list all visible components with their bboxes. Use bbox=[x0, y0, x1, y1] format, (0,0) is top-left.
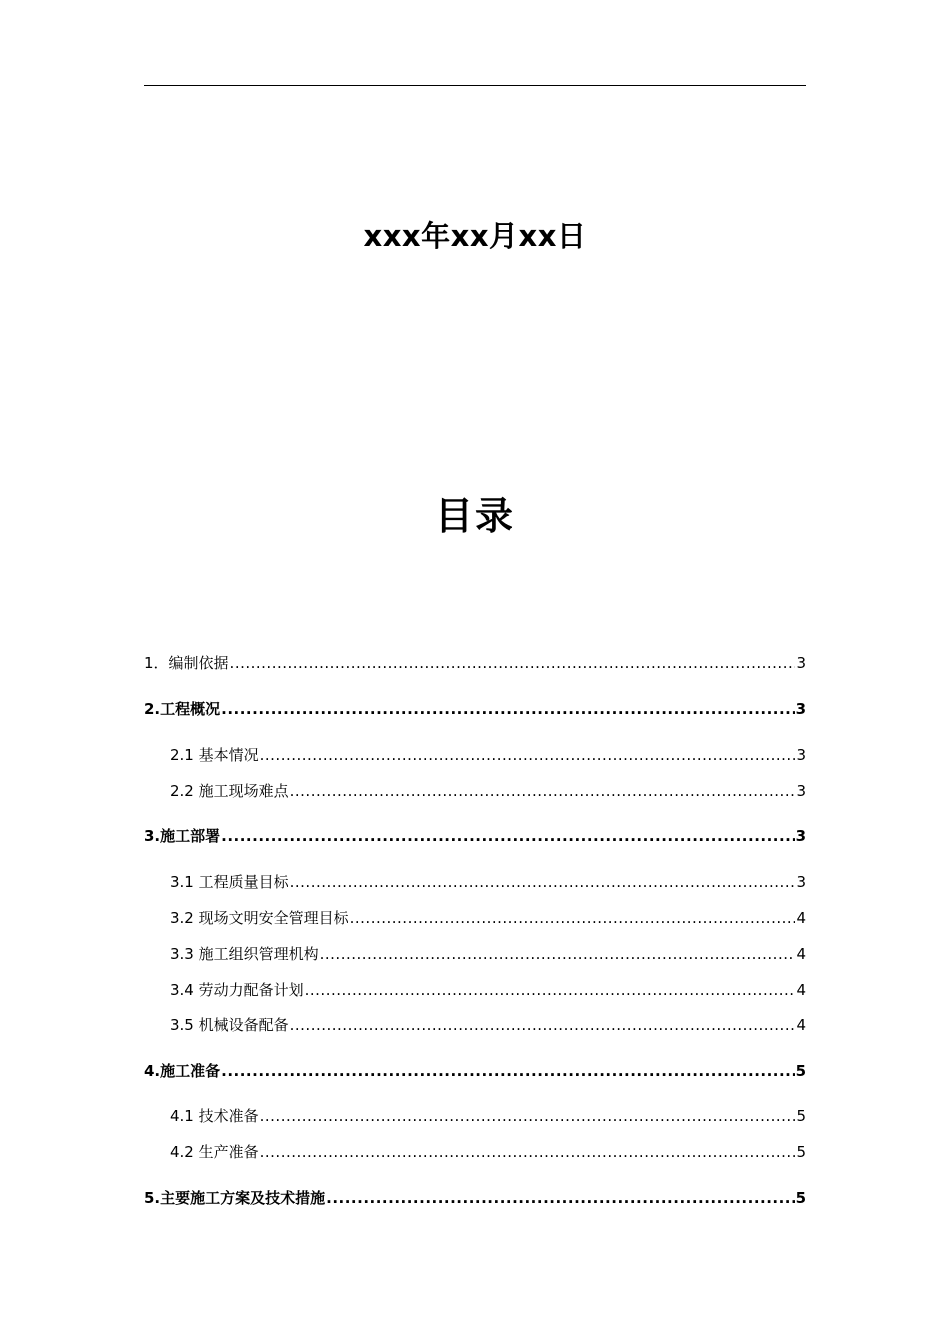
toc-page-number: 4 bbox=[796, 1016, 806, 1034]
toc-entry-label: 2.工程概况 bbox=[144, 700, 221, 718]
toc-page-number: 3 bbox=[795, 700, 806, 718]
toc-page-number: 5 bbox=[796, 1107, 806, 1125]
toc-entry[interactable] bbox=[170, 979, 806, 1001]
toc-entry-label: 4.施工准备 bbox=[144, 1062, 221, 1080]
toc-page-number: 5 bbox=[796, 1143, 806, 1161]
toc-heading: 目录 bbox=[434, 494, 515, 538]
toc-dot-leader bbox=[221, 825, 794, 847]
toc-page-number: 3 bbox=[795, 827, 806, 845]
toc-entry[interactable] bbox=[144, 1187, 806, 1209]
toc-entry-label: 4.1 技术准备 bbox=[170, 1107, 259, 1125]
toc-entry[interactable] bbox=[170, 744, 806, 766]
toc-entry-label: 2.2 施工现场难点 bbox=[170, 782, 289, 800]
toc-entry[interactable] bbox=[170, 1105, 806, 1127]
toc-entry-label: 3.施工部署 bbox=[144, 827, 221, 845]
toc-entry-label: 3.2 现场文明安全管理目标 bbox=[170, 909, 349, 927]
toc-entry-label: 4.2 生产准备 bbox=[170, 1143, 259, 1161]
toc-dot-leader bbox=[221, 1060, 794, 1082]
toc-dot-leader bbox=[320, 943, 796, 965]
toc-dot-leader bbox=[290, 1014, 796, 1036]
toc-dot-leader bbox=[221, 698, 794, 720]
toc-entry[interactable] bbox=[170, 943, 806, 965]
toc-entry[interactable] bbox=[170, 871, 806, 893]
toc-page-number: 3 bbox=[796, 873, 806, 891]
toc-page-number: 4 bbox=[796, 981, 806, 999]
toc-dot-leader bbox=[350, 907, 796, 929]
toc-entry-label: 2.1 基本情况 bbox=[170, 746, 259, 764]
toc-dot-leader bbox=[290, 871, 796, 893]
toc-entry-label: 3.5 机械设备配备 bbox=[170, 1016, 289, 1034]
toc-entry[interactable] bbox=[144, 1060, 806, 1082]
toc-entry[interactable] bbox=[170, 907, 806, 929]
toc-dot-leader bbox=[260, 1141, 796, 1163]
toc-page-number: 5 bbox=[795, 1062, 806, 1080]
toc-page-number: 4 bbox=[796, 945, 806, 963]
toc-entry[interactable] bbox=[144, 825, 806, 847]
toc-dot-leader bbox=[260, 1105, 796, 1127]
toc-dot-leader bbox=[305, 979, 796, 1001]
toc-entry[interactable] bbox=[144, 698, 806, 720]
toc-dot-leader bbox=[290, 780, 796, 802]
toc-entry[interactable] bbox=[170, 780, 806, 802]
toc-entry-label: 3.1 工程质量目标 bbox=[170, 873, 289, 891]
toc-page-number: 3 bbox=[796, 746, 806, 764]
toc-entry-label: 1．编制依据 bbox=[144, 654, 229, 672]
toc-entry-label: 5.主要施工方案及技术措施 bbox=[144, 1189, 326, 1207]
toc-dot-leader bbox=[230, 652, 796, 674]
toc-entry[interactable] bbox=[170, 1141, 806, 1163]
toc-entry[interactable] bbox=[170, 1014, 806, 1036]
toc-entry[interactable] bbox=[144, 652, 806, 674]
toc-page-number: 4 bbox=[796, 909, 806, 927]
toc-dot-leader bbox=[260, 744, 796, 766]
document-date: xxx年xx月xx日 bbox=[363, 219, 587, 253]
toc-dot-leader bbox=[326, 1187, 794, 1209]
toc-entry-label: 3.3 施工组织管理机构 bbox=[170, 945, 319, 963]
toc-page-number: 3 bbox=[796, 654, 806, 672]
toc-entry-label: 3.4 劳动力配备计划 bbox=[170, 981, 304, 999]
toc-page-number: 5 bbox=[795, 1189, 806, 1207]
toc-page-number: 3 bbox=[796, 782, 806, 800]
